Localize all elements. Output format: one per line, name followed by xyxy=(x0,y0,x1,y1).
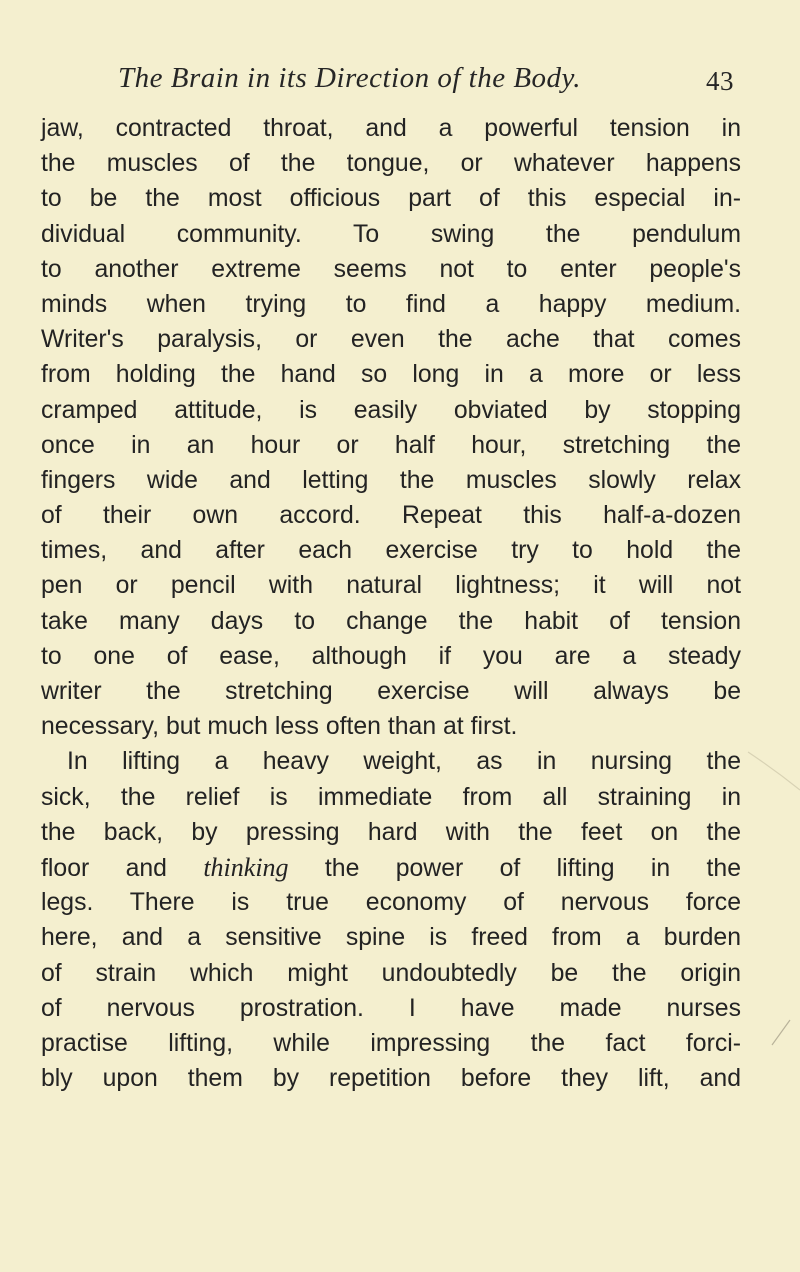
paragraph-end-line: necessary, but much less often than at first. xyxy=(41,713,518,741)
text-line: of nervous prostration. I have made nurses xyxy=(41,994,741,1022)
page-number: 43 xyxy=(706,66,734,96)
text-line: dividual community. To swing the pendulum xyxy=(41,220,741,248)
text-line: to one of ease, although if you are a steady xyxy=(41,642,741,670)
text-line: practise lifting, while impressing the fact forci- xyxy=(41,1029,741,1057)
text-line: to another extreme seems not to enter people's xyxy=(41,255,741,283)
text-line: pen or pencil with natural lightness; it will not xyxy=(41,572,741,600)
body-text xyxy=(41,111,741,1096)
paragraph-start-line: In lifting a heavy weight, as in nursing the xyxy=(67,748,741,776)
text-line: the back, by pressing hard with the feet on the xyxy=(41,818,741,846)
text-line: take many days to change the habit of tension xyxy=(41,607,741,635)
running-title: The Brain in its Direction of the Body. xyxy=(118,62,582,94)
text-line: of their own accord. Repeat this half-a-dozen xyxy=(41,502,741,530)
text-line xyxy=(41,850,741,885)
text-line: cramped attitude, is easily obviated by stopping xyxy=(41,396,741,424)
text-line: of strain which might undoubtedly be the origin xyxy=(41,959,741,987)
text-fragment: the power of lifting in the xyxy=(288,854,742,882)
text-line: sick, the relief is immediate from all straining in xyxy=(41,783,741,811)
text-line: fingers wide and letting the muscles slowly relax xyxy=(41,466,741,494)
running-head xyxy=(118,62,738,102)
text-line: minds when trying to find a happy medium. xyxy=(41,290,741,318)
text-line: to be the most officious part of this especial in- xyxy=(41,185,741,213)
text-line: legs. There is true economy of nervous force xyxy=(41,889,741,917)
text-line: times, and after each exercise try to hold the xyxy=(41,537,741,565)
text-line: Writer's paralysis, or even the ache that comes xyxy=(41,326,741,354)
text-line: writer the stretching exercise will always be xyxy=(41,678,741,705)
emphasized-word: thinking xyxy=(203,852,289,882)
text-line: bly upon them by repetition before they lift, and xyxy=(41,1065,741,1093)
text-line: once in an hour or half hour, stretching the xyxy=(41,431,741,459)
text-line: from holding the hand so long in a more or less xyxy=(41,361,741,389)
text-line: the muscles of the tongue, or whatever happens xyxy=(41,150,741,178)
paper-crease-mark xyxy=(772,1020,790,1045)
text-line: here, and a sensitive spine is freed from a burden xyxy=(41,924,741,952)
text-fragment: floor and xyxy=(41,854,204,882)
paper-crease-mark xyxy=(748,752,800,790)
text-line: jaw, contracted throat, and a powerful tension in xyxy=(41,115,741,142)
